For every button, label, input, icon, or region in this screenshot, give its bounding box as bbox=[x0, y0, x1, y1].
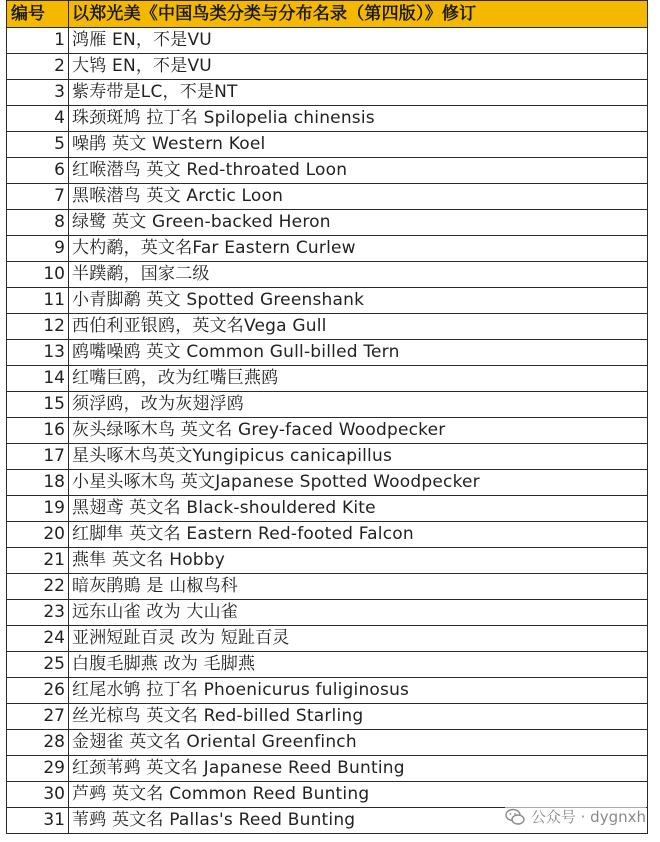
table-row bbox=[7, 574, 648, 600]
row-number-cell[interactable]: 14 bbox=[7, 366, 69, 392]
row-number-cell[interactable]: 31 bbox=[7, 808, 69, 834]
row-number-cell[interactable]: 22 bbox=[7, 574, 69, 600]
row-text-cell[interactable]: 丝光椋鸟 英文名 Red-billed Starling bbox=[69, 704, 648, 730]
row-number-cell[interactable]: 20 bbox=[7, 522, 69, 548]
row-text-cell[interactable]: 小星头啄木鸟 英文Japanese Spotted Woodpecker bbox=[69, 470, 648, 496]
table-row bbox=[7, 444, 648, 470]
table-row bbox=[7, 210, 648, 236]
row-text-cell[interactable]: 黑喉潜鸟 英文 Arctic Loon bbox=[69, 184, 648, 210]
watermark bbox=[505, 806, 646, 827]
row-number-cell[interactable]: 3 bbox=[7, 80, 69, 106]
table-row bbox=[7, 626, 648, 652]
row-number-cell[interactable]: 17 bbox=[7, 444, 69, 470]
table-row bbox=[7, 236, 648, 262]
row-number-cell[interactable]: 7 bbox=[7, 184, 69, 210]
row-text-cell[interactable]: 紫寿带是LC，不是NT bbox=[69, 80, 648, 106]
table-row bbox=[7, 756, 648, 782]
row-text-cell[interactable]: 大鸨 EN，不是VU bbox=[69, 54, 648, 80]
row-number-cell[interactable]: 8 bbox=[7, 210, 69, 236]
row-text-cell[interactable]: 黑翅鸢 英文名 Black-shouldered Kite bbox=[69, 496, 648, 522]
row-number-cell[interactable]: 4 bbox=[7, 106, 69, 132]
row-number-cell[interactable]: 26 bbox=[7, 678, 69, 704]
table-row bbox=[7, 782, 648, 808]
row-text-cell[interactable]: 苇鹀 英文名 Pallas's Reed Bunting bbox=[69, 808, 648, 834]
row-number-cell[interactable]: 9 bbox=[7, 236, 69, 262]
table-row bbox=[7, 392, 648, 418]
table-row bbox=[7, 340, 648, 366]
row-number-cell[interactable]: 10 bbox=[7, 262, 69, 288]
row-text-cell[interactable]: 灰头绿啄木鸟 英文名 Grey-faced Woodpecker bbox=[69, 418, 648, 444]
table-row bbox=[7, 496, 648, 522]
row-number-cell[interactable]: 18 bbox=[7, 470, 69, 496]
row-number-cell[interactable]: 1 bbox=[7, 28, 69, 54]
row-text-cell[interactable]: 鸿雁 EN，不是VU bbox=[69, 28, 648, 54]
wechat-icon bbox=[505, 808, 525, 826]
row-text-cell[interactable]: 珠颈斑鸠 拉丁名 Spilopelia chinensis bbox=[69, 106, 648, 132]
row-number-cell[interactable]: 25 bbox=[7, 652, 69, 678]
row-text-cell[interactable]: 噪鹃 英文 Western Koel bbox=[69, 132, 648, 158]
row-number-cell[interactable]: 29 bbox=[7, 756, 69, 782]
table-row bbox=[7, 678, 648, 704]
table-row bbox=[7, 366, 648, 392]
row-number-cell[interactable]: 5 bbox=[7, 132, 69, 158]
row-number-cell[interactable]: 2 bbox=[7, 54, 69, 80]
row-text-cell[interactable]: 须浮鸥，改为灰翅浮鸥 bbox=[69, 392, 648, 418]
table-row bbox=[7, 288, 648, 314]
row-number-cell[interactable]: 24 bbox=[7, 626, 69, 652]
table-row bbox=[7, 548, 648, 574]
header-cell-text[interactable]: 以郑光美《中国鸟类分类与分布名录（第四版）》修订 bbox=[69, 1, 648, 28]
table-row bbox=[7, 418, 648, 444]
row-text-cell[interactable]: 燕隼 英文名 Hobby bbox=[69, 548, 648, 574]
row-number-cell[interactable]: 6 bbox=[7, 158, 69, 184]
row-text-cell[interactable]: 绿鹭 英文 Green-backed Heron bbox=[69, 210, 648, 236]
row-text-cell[interactable]: 红喉潜鸟 英文 Red-throated Loon bbox=[69, 158, 648, 184]
table-row bbox=[7, 704, 648, 730]
row-number-cell[interactable]: 11 bbox=[7, 288, 69, 314]
row-text-cell[interactable]: 金翅雀 英文名 Oriental Greenfinch bbox=[69, 730, 648, 756]
table-row bbox=[7, 132, 648, 158]
spreadsheet-table bbox=[6, 0, 648, 834]
row-number-cell[interactable]: 30 bbox=[7, 782, 69, 808]
row-text-cell[interactable]: 远东山雀 改为 大山雀 bbox=[69, 600, 648, 626]
table-row bbox=[7, 54, 648, 80]
row-text-cell[interactable]: 红脚隼 英文名 Eastern Red-footed Falcon bbox=[69, 522, 648, 548]
table-row bbox=[7, 522, 648, 548]
table-row bbox=[7, 600, 648, 626]
row-text-cell[interactable]: 小青脚鹬 英文 Spotted Greenshank bbox=[69, 288, 648, 314]
table-row bbox=[7, 158, 648, 184]
row-number-cell[interactable]: 27 bbox=[7, 704, 69, 730]
row-number-cell[interactable]: 13 bbox=[7, 340, 69, 366]
row-number-cell[interactable]: 28 bbox=[7, 730, 69, 756]
table-row bbox=[7, 470, 648, 496]
table-row bbox=[7, 106, 648, 132]
row-text-cell[interactable]: 星头啄木鸟英文Yungipicus canicapillus bbox=[69, 444, 648, 470]
row-text-cell[interactable]: 暗灰鹃鵙 是 山椒鸟科 bbox=[69, 574, 648, 600]
table-row bbox=[7, 652, 648, 678]
header-cell-number[interactable]: 编号 bbox=[7, 1, 69, 28]
header-row bbox=[7, 1, 648, 28]
table-row bbox=[7, 80, 648, 106]
row-text-cell[interactable]: 白腹毛脚燕 改为 毛脚燕 bbox=[69, 652, 648, 678]
row-number-cell[interactable]: 15 bbox=[7, 392, 69, 418]
row-text-cell[interactable]: 红嘴巨鸥，改为红嘴巨燕鸥 bbox=[69, 366, 648, 392]
table-row bbox=[7, 28, 648, 54]
row-text-cell[interactable]: 大杓鹬，英文名Far Eastern Curlew bbox=[69, 236, 648, 262]
row-text-cell[interactable]: 西伯利亚银鸥，英文名Vega Gull bbox=[69, 314, 648, 340]
row-text-cell[interactable]: 红颈苇鹀 英文名 Japanese Reed Bunting bbox=[69, 756, 648, 782]
row-text-cell[interactable]: 芦鹀 英文名 Common Reed Bunting bbox=[69, 782, 648, 808]
row-text-cell[interactable]: 红尾水鸲 拉丁名 Phoenicurus fuliginosus bbox=[69, 678, 648, 704]
row-number-cell[interactable]: 12 bbox=[7, 314, 69, 340]
row-text-cell[interactable]: 半蹼鹬，国家二级 bbox=[69, 262, 648, 288]
table-row bbox=[7, 184, 648, 210]
watermark-text: 公众号 · dygnxh bbox=[530, 808, 646, 826]
row-number-cell[interactable]: 16 bbox=[7, 418, 69, 444]
table-row bbox=[7, 262, 648, 288]
table-row bbox=[7, 314, 648, 340]
row-text-cell[interactable]: 鸥嘴噪鸥 英文 Common Gull-billed Tern bbox=[69, 340, 648, 366]
row-number-cell[interactable]: 21 bbox=[7, 548, 69, 574]
row-number-cell[interactable]: 23 bbox=[7, 600, 69, 626]
row-number-cell[interactable]: 19 bbox=[7, 496, 69, 522]
table-row bbox=[7, 730, 648, 756]
row-text-cell[interactable]: 亚洲短趾百灵 改为 短趾百灵 bbox=[69, 626, 648, 652]
table-body bbox=[7, 1, 648, 834]
